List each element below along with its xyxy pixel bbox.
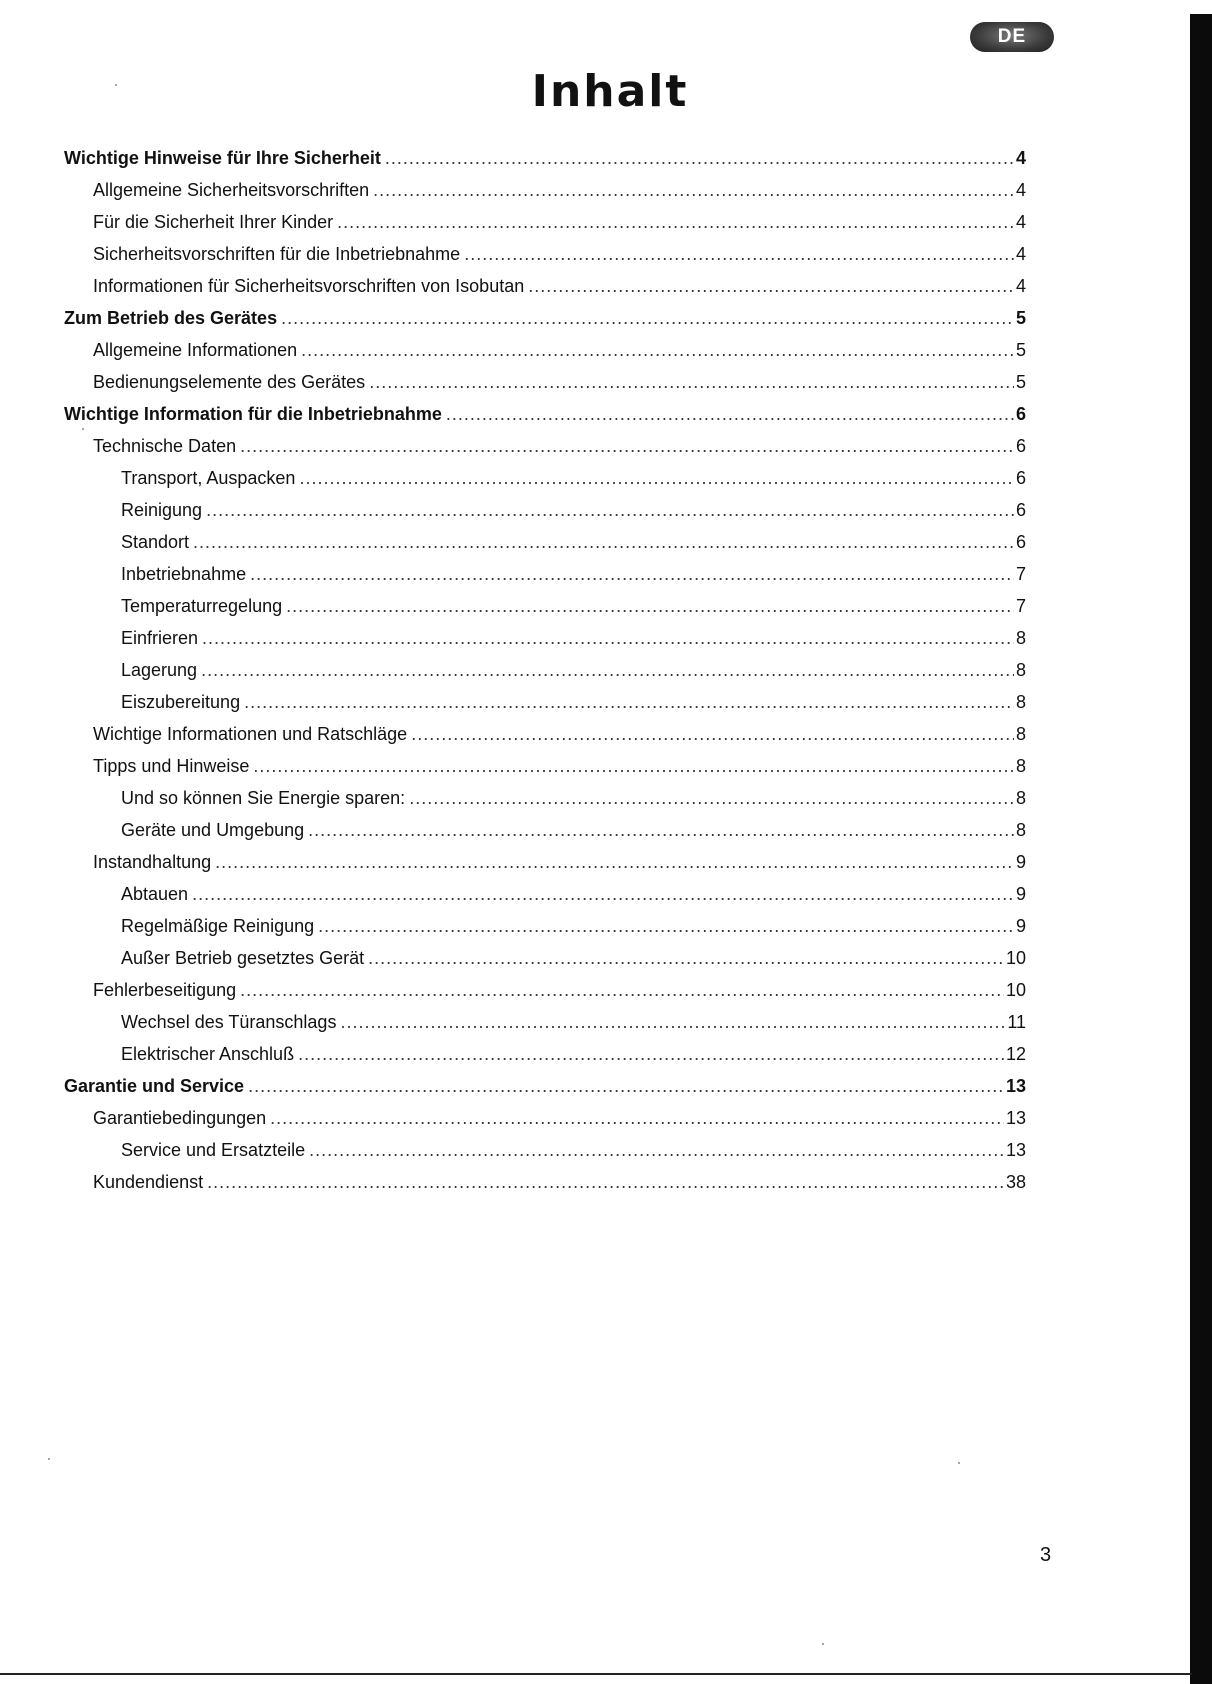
toc-leader-dots (298, 1038, 1004, 1070)
scan-edge-right (1190, 14, 1212, 1684)
toc-leader-dots (446, 398, 1014, 430)
toc-entry-label: Service und Ersatzteile (121, 1140, 306, 1160)
toc-entry-label: Inbetriebnahme (121, 564, 247, 584)
toc-leader-dots (240, 974, 1004, 1006)
toc-entry-page: 4 (1015, 148, 1026, 168)
toc-entry-page: 10 (1005, 948, 1026, 968)
toc-entry-label: Standort (121, 532, 190, 552)
scan-speck (82, 428, 84, 430)
toc-entry-page: 38 (1005, 1172, 1026, 1192)
toc-entry-page: 4 (1015, 276, 1026, 296)
toc-entry (64, 782, 1026, 814)
toc-entry (64, 1166, 1026, 1198)
toc-leader-dots (281, 302, 1014, 334)
toc-entry-page: 8 (1015, 788, 1026, 808)
toc-entry-page: 9 (1015, 916, 1026, 936)
toc-entry (64, 1102, 1026, 1134)
toc-entry-label: Eiszubereitung (121, 692, 241, 712)
toc-leader-dots (240, 430, 1014, 462)
table-of-contents (64, 142, 1026, 1198)
toc-entry-page: 8 (1015, 628, 1026, 648)
toc-entry-label: Tipps und Hinweise (93, 756, 250, 776)
toc-entry-page: 6 (1015, 500, 1026, 520)
toc-entry-page: 9 (1015, 884, 1026, 904)
language-badge: DE (970, 22, 1054, 52)
toc-entry-label: Und so können Sie Energie sparen: (121, 788, 406, 808)
toc-entry (64, 1134, 1026, 1166)
toc-entry-label: Bedienungselemente des Gerätes (93, 372, 366, 392)
toc-entry-label: Wichtige Information für die Inbetriebnahme (64, 404, 442, 424)
toc-leader-dots (299, 462, 1014, 494)
toc-leader-dots (337, 206, 1014, 238)
toc-leader-dots (201, 654, 1014, 686)
toc-entry-page: 13 (1005, 1140, 1026, 1160)
toc-entry-label: Zum Betrieb des Gerätes (64, 308, 278, 328)
toc-entry (64, 494, 1026, 526)
toc-leader-dots (309, 1134, 1004, 1166)
toc-entry (64, 526, 1026, 558)
toc-entry-page: 5 (1015, 340, 1026, 360)
toc-entry (64, 1038, 1026, 1070)
toc-leader-dots (409, 782, 1014, 814)
toc-entry (64, 846, 1026, 878)
toc-entry-label: Allgemeine Informationen (93, 340, 298, 360)
toc-entry-label: Abtauen (121, 884, 189, 904)
toc-entry-label: Transport, Auspacken (121, 468, 296, 488)
toc-entry-label: Für die Sicherheit Ihrer Kinder (93, 212, 334, 232)
toc-leader-dots (286, 590, 1014, 622)
toc-entry-page: 6 (1015, 532, 1026, 552)
toc-entry-label: Lagerung (121, 660, 198, 680)
toc-entry (64, 878, 1026, 910)
page-title: Inhalt (531, 66, 689, 117)
toc-entry (64, 270, 1026, 302)
toc-leader-dots (385, 142, 1014, 174)
toc-entry-label: Reinigung (121, 500, 203, 520)
toc-entry (64, 334, 1026, 366)
toc-leader-dots (244, 686, 1014, 718)
toc-leader-dots (215, 846, 1014, 878)
toc-leader-dots (207, 1166, 1004, 1198)
toc-entry-label: Wechsel des Türanschlags (121, 1012, 337, 1032)
toc-entry (64, 1006, 1026, 1038)
toc-entry-label: Garantie und Service (64, 1076, 245, 1096)
toc-entry-label: Technische Daten (93, 436, 237, 456)
toc-leader-dots (373, 174, 1014, 206)
toc-entry-label: Temperaturregelung (121, 596, 283, 616)
toc-entry-page: 6 (1015, 404, 1026, 424)
toc-leader-dots (308, 814, 1014, 846)
toc-leader-dots (528, 270, 1014, 302)
toc-entry-page: 8 (1015, 660, 1026, 680)
toc-entry-page: 8 (1015, 724, 1026, 744)
scan-speck (958, 1462, 960, 1464)
toc-entry-label: Allgemeine Sicherheitsvorschriften (93, 180, 370, 200)
toc-entry-label: Geräte und Umgebung (121, 820, 305, 840)
scan-edge-bottom (0, 1673, 1192, 1675)
toc-leader-dots (253, 750, 1014, 782)
page-number: 3 (1040, 1544, 1052, 1566)
toc-leader-dots (340, 1006, 1005, 1038)
toc-entry-page: 5 (1015, 308, 1026, 328)
toc-leader-dots (411, 718, 1014, 750)
toc-entry-label: Einfrieren (121, 628, 199, 648)
toc-entry (64, 750, 1026, 782)
toc-entry-page: 13 (1005, 1108, 1026, 1128)
toc-entry (64, 462, 1026, 494)
toc-entry-page: 10 (1005, 980, 1026, 1000)
toc-entry (64, 206, 1026, 238)
toc-entry-page: 4 (1015, 212, 1026, 232)
toc-entry-label: Außer Betrieb gesetztes Gerät (121, 948, 365, 968)
toc-entry-page: 8 (1015, 756, 1026, 776)
toc-entry-page: 12 (1005, 1044, 1026, 1064)
toc-leader-dots (270, 1102, 1004, 1134)
toc-entry-label: Wichtige Informationen und Ratschläge (93, 724, 408, 744)
toc-leader-dots (192, 878, 1014, 910)
toc-entry-label: Wichtige Hinweise für Ihre Sicherheit (64, 148, 381, 168)
toc-entry-label: Elektrischer Anschluß (121, 1044, 295, 1064)
toc-leader-dots (464, 238, 1014, 270)
toc-entry (64, 942, 1026, 974)
toc-entry-label: Instandhaltung (93, 852, 212, 872)
toc-leader-dots (301, 334, 1014, 366)
toc-entry (64, 366, 1026, 398)
toc-section (64, 398, 1026, 430)
toc-entry-page: 7 (1015, 564, 1026, 584)
toc-entry (64, 238, 1026, 270)
scan-speck (48, 1458, 50, 1460)
toc-entry (64, 558, 1026, 590)
toc-entry-page: 8 (1015, 820, 1026, 840)
toc-entry-page: 11 (1007, 1012, 1026, 1032)
toc-entry-page: 6 (1015, 436, 1026, 456)
toc-leader-dots (369, 366, 1014, 398)
toc-leader-dots (193, 526, 1014, 558)
toc-entry (64, 686, 1026, 718)
toc-leader-dots (368, 942, 1004, 974)
toc-leader-dots (202, 622, 1014, 654)
toc-entry-label: Garantiebedingungen (93, 1108, 267, 1128)
toc-entry (64, 430, 1026, 462)
toc-entry-page: 6 (1015, 468, 1026, 488)
toc-entry (64, 622, 1026, 654)
scan-speck (115, 84, 117, 86)
toc-entry (64, 174, 1026, 206)
toc-entry (64, 974, 1026, 1006)
toc-entry (64, 814, 1026, 846)
toc-entry-label: Fehlerbeseitigung (93, 980, 237, 1000)
toc-entry-page: 4 (1015, 244, 1026, 264)
toc-entry (64, 718, 1026, 750)
toc-entry-label: Kundendienst (93, 1172, 204, 1192)
toc-entry (64, 654, 1026, 686)
toc-entry-page: 7 (1015, 596, 1026, 616)
toc-section (64, 142, 1026, 174)
toc-entry-page: 8 (1015, 692, 1026, 712)
toc-entry-label: Regelmäßige Reinigung (121, 916, 315, 936)
toc-entry-page: 9 (1015, 852, 1026, 872)
toc-entry (64, 910, 1026, 942)
toc-entry-page: 13 (1005, 1076, 1026, 1096)
toc-entry-page: 4 (1015, 180, 1026, 200)
toc-entry-label: Informationen für Sicherheitsvorschriften von Isobutan (93, 276, 525, 296)
toc-leader-dots (248, 1070, 1004, 1102)
toc-section (64, 1070, 1026, 1102)
toc-leader-dots (250, 558, 1014, 590)
toc-entry (64, 590, 1026, 622)
toc-leader-dots (318, 910, 1014, 942)
toc-entry-page: 5 (1015, 372, 1026, 392)
toc-entry-label: Sicherheitsvorschriften für die Inbetriebnahme (93, 244, 461, 264)
toc-section (64, 302, 1026, 334)
toc-leader-dots (206, 494, 1014, 526)
scan-speck (822, 1643, 824, 1645)
